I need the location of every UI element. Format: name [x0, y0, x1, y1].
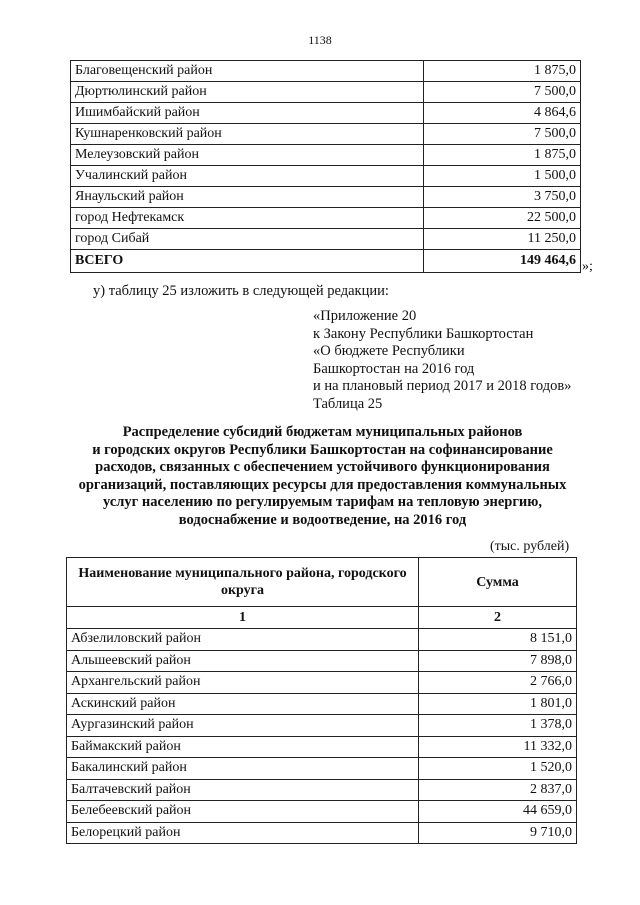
appendix-line: Таблица 25 [313, 395, 383, 412]
district-name: Мелеузовский район [71, 145, 424, 166]
table-top-tail: »; [582, 259, 593, 274]
heading-line: Распределение субсидий бюджетам муниципальных районов [122, 424, 523, 440]
district-name: Аургазинский район [67, 715, 419, 737]
district-amount: 1 875,0 [424, 61, 581, 82]
district-name: Янаульский район [71, 187, 424, 208]
table-main-header-row [67, 558, 577, 607]
district-name: Кушнаренковский район [71, 124, 424, 145]
table-row [67, 736, 577, 758]
district-name: Абзелиловский район [67, 629, 419, 651]
appendix-block [313, 308, 571, 413]
table-row [67, 693, 577, 715]
heading-line: услуг населению по регулируемым тарифам на тепловую энергию, [103, 494, 542, 510]
table-row [67, 629, 577, 651]
district-amount: 1 875,0 [424, 145, 581, 166]
district-name: Альшеевский район [67, 650, 419, 672]
table-top [70, 60, 581, 273]
table-row [71, 166, 581, 187]
district-amount: 4 864,6 [424, 103, 581, 124]
table-main-body [67, 629, 577, 844]
district-amount: 7 500,0 [424, 124, 581, 145]
district-amount: 2 766,0 [419, 672, 577, 694]
page-number: 1138 [308, 33, 332, 47]
table-row [71, 82, 581, 103]
table-row [71, 124, 581, 145]
district-name: город Нефтекамск [71, 208, 424, 229]
district-amount: 2 837,0 [419, 779, 577, 801]
district-amount: 3 750,0 [424, 187, 581, 208]
district-name: Архангельский район [67, 672, 419, 694]
table-row [67, 715, 577, 737]
table-row [71, 61, 581, 82]
district-name: город Сибай [71, 229, 424, 250]
district-amount: 1 801,0 [419, 693, 577, 715]
table-row [67, 822, 577, 844]
appendix-line: и на плановый период 2017 и 2018 годов» [313, 378, 572, 394]
district-name: Аскинский район [67, 693, 419, 715]
district-name: Белорецкий район [67, 822, 419, 844]
district-amount: 8 151,0 [419, 629, 577, 651]
total-label: ВСЕГО [71, 250, 424, 273]
table-row [67, 672, 577, 694]
district-amount: 7 500,0 [424, 82, 581, 103]
district-name: Бакалинский район [67, 758, 419, 780]
header-col-sum: Сумма [419, 558, 577, 607]
table-main [66, 557, 577, 844]
appendix-line: «Приложение 20 [313, 308, 417, 324]
district-amount: 11 332,0 [419, 736, 577, 758]
table-row [67, 650, 577, 672]
heading-line: организаций, поставляющих ресурсы для предоставления коммунальных [78, 476, 567, 493]
district-amount: 22 500,0 [424, 208, 581, 229]
heading-line: и городских округов Республики Башкортостан на софинансирование [92, 441, 553, 458]
district-amount: 1 500,0 [424, 166, 581, 187]
appendix-line: «О бюджете Республики [313, 343, 465, 359]
table-main-number-row [67, 607, 577, 629]
table-row [71, 229, 581, 250]
table-heading [60, 424, 585, 529]
table-row [67, 779, 577, 801]
district-amount: 11 250,0 [424, 229, 581, 250]
table-row [67, 801, 577, 823]
table-row [71, 103, 581, 124]
heading-line: расходов, связанных с обеспечением устойчивого функционирования [95, 459, 550, 475]
district-amount: 9 710,0 [419, 822, 577, 844]
table-top-body [71, 61, 581, 273]
district-name: Баймакский район [67, 736, 419, 758]
table-row [67, 758, 577, 780]
total-amount: 149 464,6 [424, 250, 581, 273]
district-amount: 1 520,0 [419, 758, 577, 780]
heading-line: водоснабжение и водоотведение, на 2016 год [178, 511, 467, 528]
header-num-1: 1 [67, 607, 419, 629]
table-row [71, 187, 581, 208]
header-col-name: Наименование муниципального района, городского округа [67, 558, 419, 607]
appendix-line: к Закону Республики Башкортостан [313, 325, 534, 342]
district-name: Белебеевский район [67, 801, 419, 823]
item-text: у) таблицу 25 изложить в следующей редакции: [93, 283, 389, 299]
district-amount: 1 378,0 [419, 715, 577, 737]
district-name: Ишимбайский район [71, 103, 424, 124]
district-name: Балтачевский район [67, 779, 419, 801]
units-label: (тыс. рублей) [490, 539, 570, 554]
table-row [71, 145, 581, 166]
header-num-2: 2 [419, 607, 577, 629]
district-amount: 7 898,0 [419, 650, 577, 672]
district-name: Учалинский район [71, 166, 424, 187]
district-name: Дюртюлинский район [71, 82, 424, 103]
district-name: Благовещенский район [71, 61, 424, 82]
total-row [71, 250, 581, 273]
district-amount: 44 659,0 [419, 801, 577, 823]
appendix-line: Башкортостан на 2016 год [313, 360, 475, 377]
table-row [71, 208, 581, 229]
